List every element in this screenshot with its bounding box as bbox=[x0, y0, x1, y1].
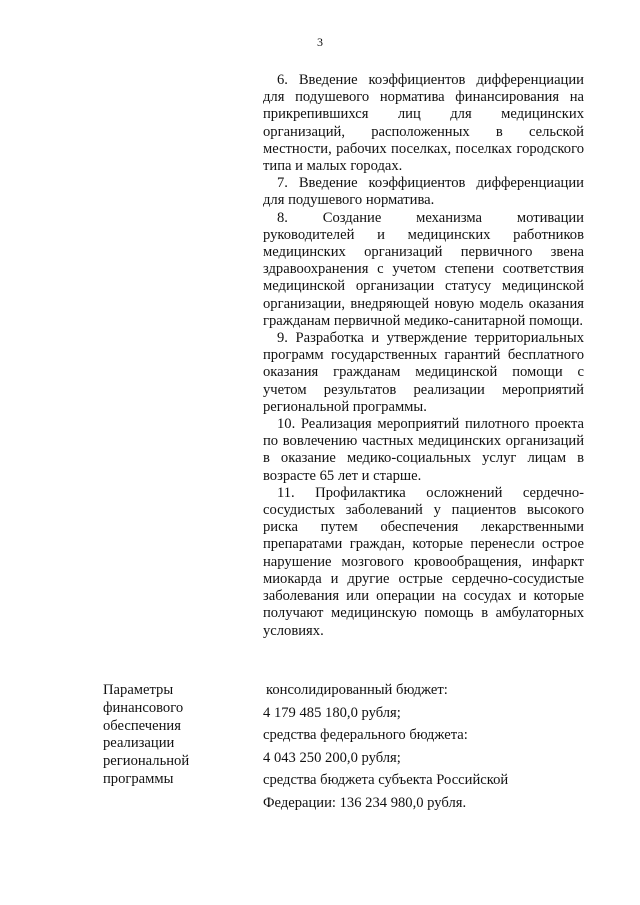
task-item-8: 8. Создание механизма мотивации руководителей и медицинских работников медицинских организаций первичного звена здравоохранения с учетом степени соответствия медицинской организации статусу медицинской организации, внедряющей новую модель оказания гражданам первичной медико-санитарной помощи. bbox=[263, 209, 584, 329]
finance-parameters-values bbox=[263, 682, 593, 817]
consolidated-budget-amount: 4 179 485 180,0 рубля; bbox=[263, 704, 401, 721]
finance-label-line: Параметры bbox=[103, 682, 174, 698]
page-number: 3 bbox=[317, 35, 323, 49]
finance-label-line: реализации bbox=[103, 735, 175, 752]
federal-budget-amount: 4 043 250 200,0 рубля; bbox=[263, 749, 401, 766]
task-item-6: 6. Введение коэффициентов дифференциации для подушевого норматива финансирования на прикрепившихся лиц для медицинских организаций, расположенных в сельской местности, рабочих поселках, поселках городского типа и малых городах. bbox=[263, 72, 584, 175]
task-item-11: 11. Профилактика осложнений сердечно-сосудистых заболеваний у пациентов высокого риска путем обеспечения лекарственными препаратами граждан, которые перенесли острое нарушение мозгового кровообращения, инфаркт миокарда и другие острые сердечно-сосудистые заболевания или операции на сосудах и которые получают медицинскую помощь в амбулаторных условиях. bbox=[263, 484, 584, 639]
task-item-10: 10. Реализация мероприятий пилотного проекта по вовлечению частных медицинских организаций в оказание медико-социальных услуг лицам в возрасте 65 лет и старше. bbox=[263, 416, 584, 484]
consolidated-budget-label: консолидированный бюджет: bbox=[266, 682, 448, 698]
federal-budget-label: средства федерального бюджета: bbox=[263, 727, 468, 743]
regional-budget-label: средства бюджета субъекта Российской bbox=[263, 772, 509, 788]
task-item-7: 7. Введение коэффициентов дифференциации для подушевого норматива. bbox=[263, 175, 584, 209]
task-item-9: 9. Разработка и утверждение территориальных программ государственных гарантий бесплатного оказания гражданам медицинской помощи с учетом результатов реализации мероприятий региональной программы. bbox=[263, 330, 584, 415]
finance-label-line: программы bbox=[103, 770, 174, 787]
finance-parameters-label bbox=[103, 682, 213, 789]
finance-label-line: финансового bbox=[103, 699, 184, 716]
finance-label-line: обеспечения bbox=[103, 717, 181, 734]
finance-label-line: региональной bbox=[103, 753, 190, 770]
task-list bbox=[263, 72, 584, 640]
regional-budget-amount: Федерации: 136 234 980,0 рубля. bbox=[263, 794, 467, 811]
